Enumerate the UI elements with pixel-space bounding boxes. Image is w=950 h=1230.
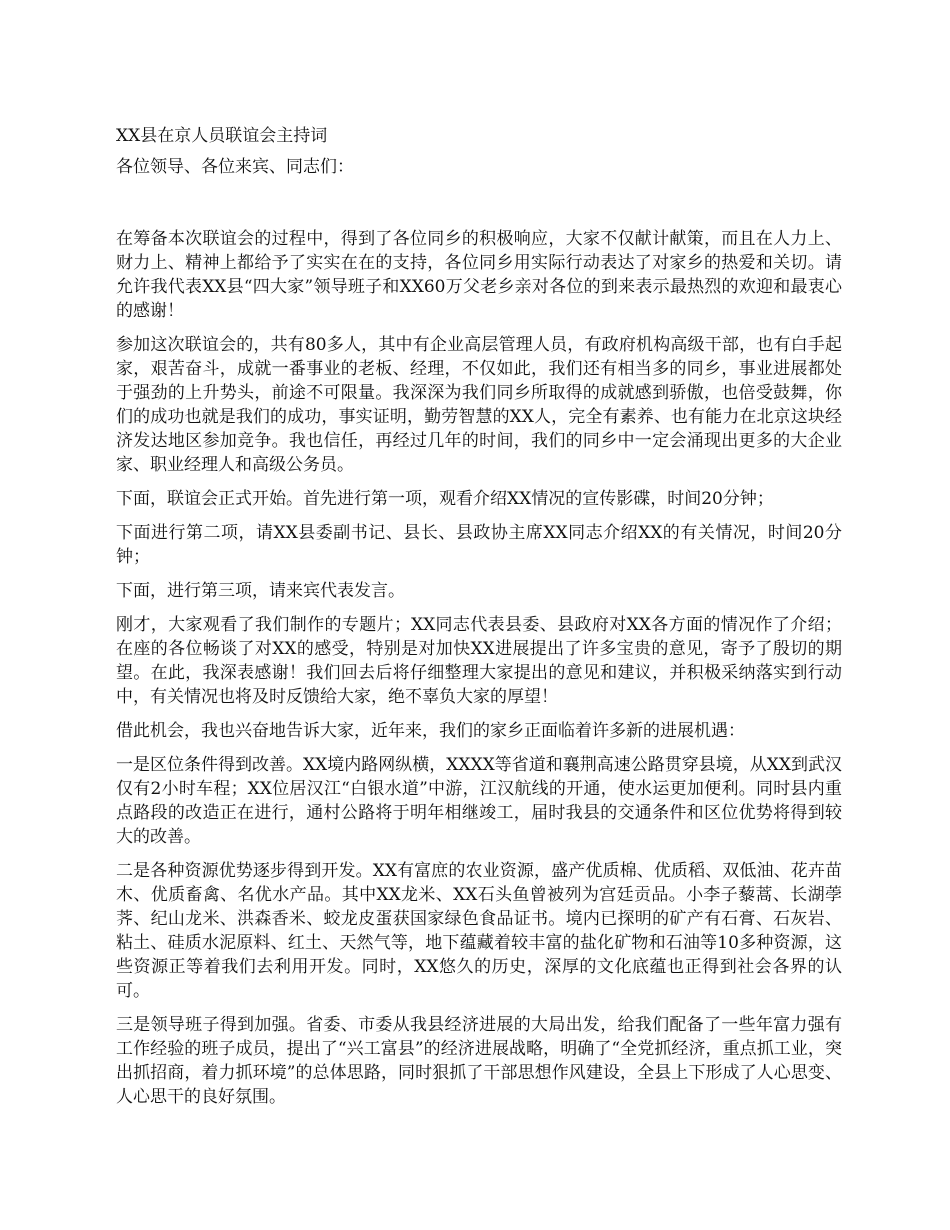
document-title: XX县在京人员联谊会主持词 (116, 126, 328, 146)
paragraph-location-conditions: 一是区位条件得到改善。XX境内路网纵横，XXXX等省道和襄荆高速公路贯穿县境，从XX到武汉仅有2小时车程；XX位居汉江“白银水道”中游，江汉航线的开通，使水运更加便利。同时县内重点路段的改造正在进行，通村公路将于明年相继竣工，届时我县的交通条件和区位优势将得到较大的改善。 (116, 755, 842, 847)
paragraph-item-two: 下面进行第二项，请XX县委副书记、县长、县政协主席XX同志介绍XX的有关情况，时间20分钟； (116, 523, 842, 567)
paragraph-preparation-thanks: 在筹备本次联谊会的过程中，得到了各位同乡的积极响应，大家不仅献计献策，而且在人力上、财力上、精神上都给予了实实在在的支持，各位同乡用实际行动表达了对家乡的热爱和关切。请允许我代表XX县“四大家”领导班子和XX60万父老乡亲对各位的到来表示最热烈的欢迎和最衷心的感谢！ (116, 229, 842, 321)
document-page (116, 124, 842, 1119)
paragraph-leadership: 三是领导班子得到加强。省委、市委从我县经济进展的大局出发，给我们配备了一些年富力强有工作经验的班子成员，提出了“兴工富县”的经济进展战略，明确了“全党抓经济，重点抓工业，突出抓招商，着力抓环境”的总体思路，同时狠抓了干部思想作风建设，全县上下形成了人心思变、人心思干的良好氛围。 (116, 1015, 842, 1107)
paragraph-item-one: 下面，联谊会正式开始。首先进行第一项，观看介绍XX情况的宣传影碟，时间20分钟； (116, 489, 774, 509)
paragraph-item-three: 下面，进行第三项，请来宾代表发言。 (116, 581, 405, 601)
paragraph-attendees: 参加这次联谊会的，共有80多人，其中有企业高层管理人员，有政府机构高级干部，也有白手起家，艰苦奋斗，成就一番事业的老板、经理，不仅如此，我们还有相当多的同乡，事业进展都处于强劲的上升势头，前途不可限量。我深深为我们同乡所取得的成就感到骄傲，也倍受鼓舞，你们的成功也就是我们的成功，事实证明，勤劳智慧的XX人，完全有素养、也有能力在北京这块经济发达地区参加竞争。我也信任，再经过几年的时间，我们的同乡中一定会涌现出更多的大企业家、职业经理人和高级公务员。 (116, 335, 842, 475)
paragraph-opportunities-intro: 借此机会，我也兴奋地告诉大家，近年来，我们的家乡正面临着许多新的进展机遇： (116, 721, 745, 741)
paragraph-summary-thanks: 刚才，大家观看了我们制作的专题片；XX同志代表县委、县政府对XX各方面的情况作了介绍；在座的各位畅谈了对XX的感受，特别是对加快XX进展提出了许多宝贵的意见，寄予了殷切的期望。在此，我深表感谢！我们回去后将仔细整理大家提出的意见和建议，并积极采纳落实到行动中，有关情况也将及时反馈给大家，绝不辜负大家的厚望！ (116, 615, 842, 707)
salutation: 各位领导、各位来宾、同志们： (116, 157, 354, 177)
paragraph-resources: 二是各种资源优势逐步得到开发。XX有富庶的农业资源，盛产优质棉、优质稻、双低油、花卉苗木、优质畜禽、名优水产品。其中XX龙米、XX石头鱼曾被列为宫廷贡品。小李子藜蒿、长湖荸荠、纪山龙米、洪森香米、蛟龙皮蛋获国家绿色食品证书。境内已探明的矿产有石膏、石灰岩、粘土、硅质水泥原料、红土、天然气等，地下蕴藏着较丰富的盐化矿物和石油等10多种资源，这些资源正等着我们去利用开发。同时，XX悠久的历史，深厚的文化底蕴也正得到社会各界的认可。 (116, 861, 842, 1001)
